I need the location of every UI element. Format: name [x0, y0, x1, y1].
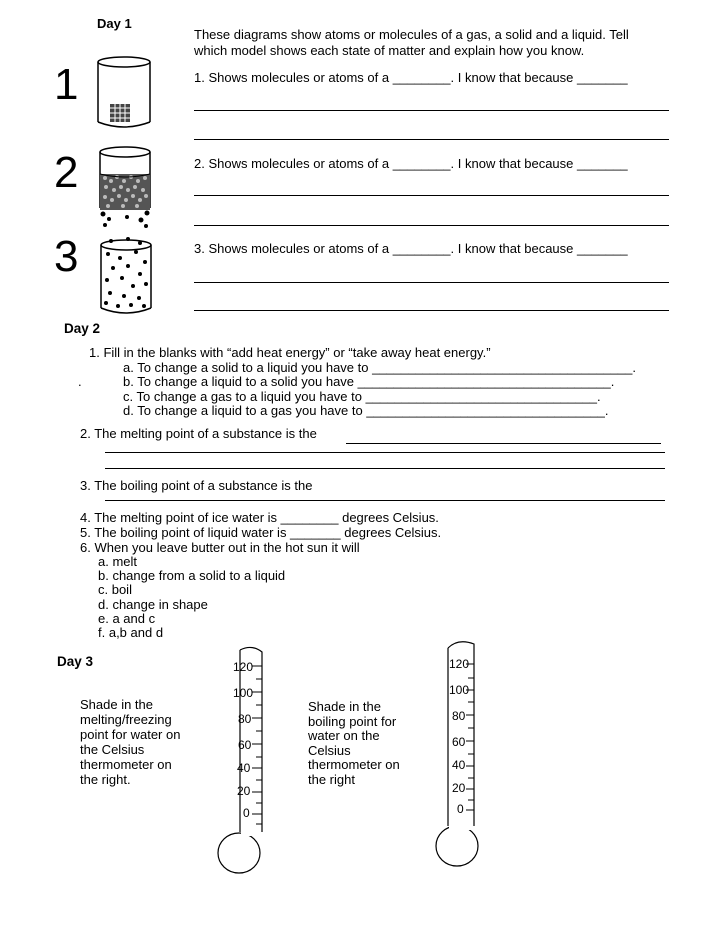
day2-question-4: 4. The melting point of ice water is ________ degrees Celsius. — [80, 510, 439, 525]
scale-label: 20 — [452, 781, 466, 795]
right-instruction-line: Celsius — [308, 742, 351, 758]
right-instruction-line: water on the — [308, 728, 380, 743]
left-instruction-line: melting/freezing — [80, 712, 172, 727]
left-thermometer[interactable] — [214, 640, 274, 880]
solid-model-diagram — [95, 56, 155, 130]
day2-stray-dot: . — [78, 374, 82, 389]
q6-option-e: e. a and c — [98, 611, 156, 626]
scale-label: 20 — [237, 784, 251, 798]
model-number-1: 1 — [54, 60, 79, 109]
right-instruction-line: thermometer on — [308, 757, 400, 772]
day1-item-3: 3. Shows molecules or atoms of a ________. I know that because _______ — [194, 241, 628, 256]
answer-line[interactable] — [194, 310, 669, 311]
scale-label: 0 — [243, 806, 250, 820]
scale-label: 40 — [237, 761, 251, 775]
q1-part-d: d. To change a liquid to a gas you have to _________________________________. — [123, 403, 609, 418]
scale-label: 80 — [238, 712, 252, 726]
q6-option-d: d. change in shape — [98, 597, 208, 612]
answer-line[interactable] — [194, 110, 669, 111]
left-instruction-line: Shade in the — [80, 697, 154, 712]
day2-question-3: 3. The boiling point of a substance is the — [80, 478, 313, 493]
scale-label: 0 — [457, 802, 464, 816]
day1-item-2: 2. Shows molecules or atoms of a ________. I know that because _______ — [194, 156, 628, 171]
left-instruction — [80, 697, 180, 787]
scale-label: 60 — [452, 735, 466, 749]
day2-question-1: 1. Fill in the blanks with “add heat energy” or “take away heat energy.” — [89, 345, 491, 360]
answer-line[interactable] — [105, 452, 665, 453]
model-number-3: 3 — [54, 232, 79, 281]
day2-question-2: 2. The melting point of a substance is the — [80, 426, 317, 441]
day2-question-6: 6. When you leave butter out in the hot sun it will — [80, 540, 360, 555]
answer-line[interactable] — [194, 282, 669, 283]
right-instruction-line: the right — [308, 771, 355, 787]
left-instruction-line: the Celsius — [80, 742, 145, 757]
left-instruction-line: point for water on — [80, 727, 181, 742]
q6-option-a: a. melt — [98, 554, 138, 569]
scale-label: 120 — [449, 657, 470, 671]
liquid-model-diagram — [97, 146, 157, 230]
q1-part-c: c. To change a gas to a liquid you have to ________________________________. — [123, 389, 601, 404]
scale-label: 120 — [233, 660, 254, 674]
right-instruction-line: boiling point for — [308, 713, 397, 729]
answer-line[interactable] — [346, 443, 661, 444]
answer-line[interactable] — [105, 500, 665, 501]
gas-model-diagram — [98, 238, 156, 318]
right-thermometer[interactable] — [430, 636, 490, 876]
day1-intro-line2: which model shows each state of matter and explain how you know. — [194, 43, 585, 58]
q6-option-c: c. boil — [98, 582, 132, 597]
q1-part-a: a. To change a solid to a liquid you have to ____________________________________. — [123, 360, 636, 375]
q6-option-f: f. a,b and d — [98, 625, 164, 640]
scale-label: 100 — [233, 686, 254, 700]
model-number-2: 2 — [54, 148, 79, 197]
answer-line[interactable] — [194, 225, 669, 226]
q1-part-b: b. To change a liquid to a solid you have ___________________________________. — [123, 374, 615, 389]
day2-heading: Day 2 — [64, 321, 101, 336]
day1-intro-line1: These diagrams show atoms or molecules of a gas, a solid and a liquid. Tell — [194, 27, 629, 42]
day1-heading: Day 1 — [97, 16, 132, 31]
scale-label: 80 — [452, 709, 466, 723]
left-instruction-line: thermometer on — [80, 757, 172, 772]
right-instruction — [308, 700, 400, 787]
answer-line[interactable] — [194, 139, 669, 140]
left-instruction-line: the right. — [80, 772, 131, 787]
scale-label: 40 — [452, 758, 466, 772]
right-instruction-line: Shade in the — [308, 699, 382, 714]
scale-label: 100 — [449, 683, 470, 697]
day3-heading: Day 3 — [57, 654, 94, 669]
day1-item-1: 1. Shows molecules or atoms of a ________. I know that because _______ — [194, 70, 628, 85]
day2-question-5: 5. The boiling point of liquid water is _______ degrees Celsius. — [80, 525, 442, 540]
q6-option-b: b. change from a solid to a liquid — [98, 568, 286, 583]
scale-label: 60 — [238, 738, 252, 752]
answer-line[interactable] — [105, 468, 665, 469]
answer-line[interactable] — [194, 195, 669, 196]
